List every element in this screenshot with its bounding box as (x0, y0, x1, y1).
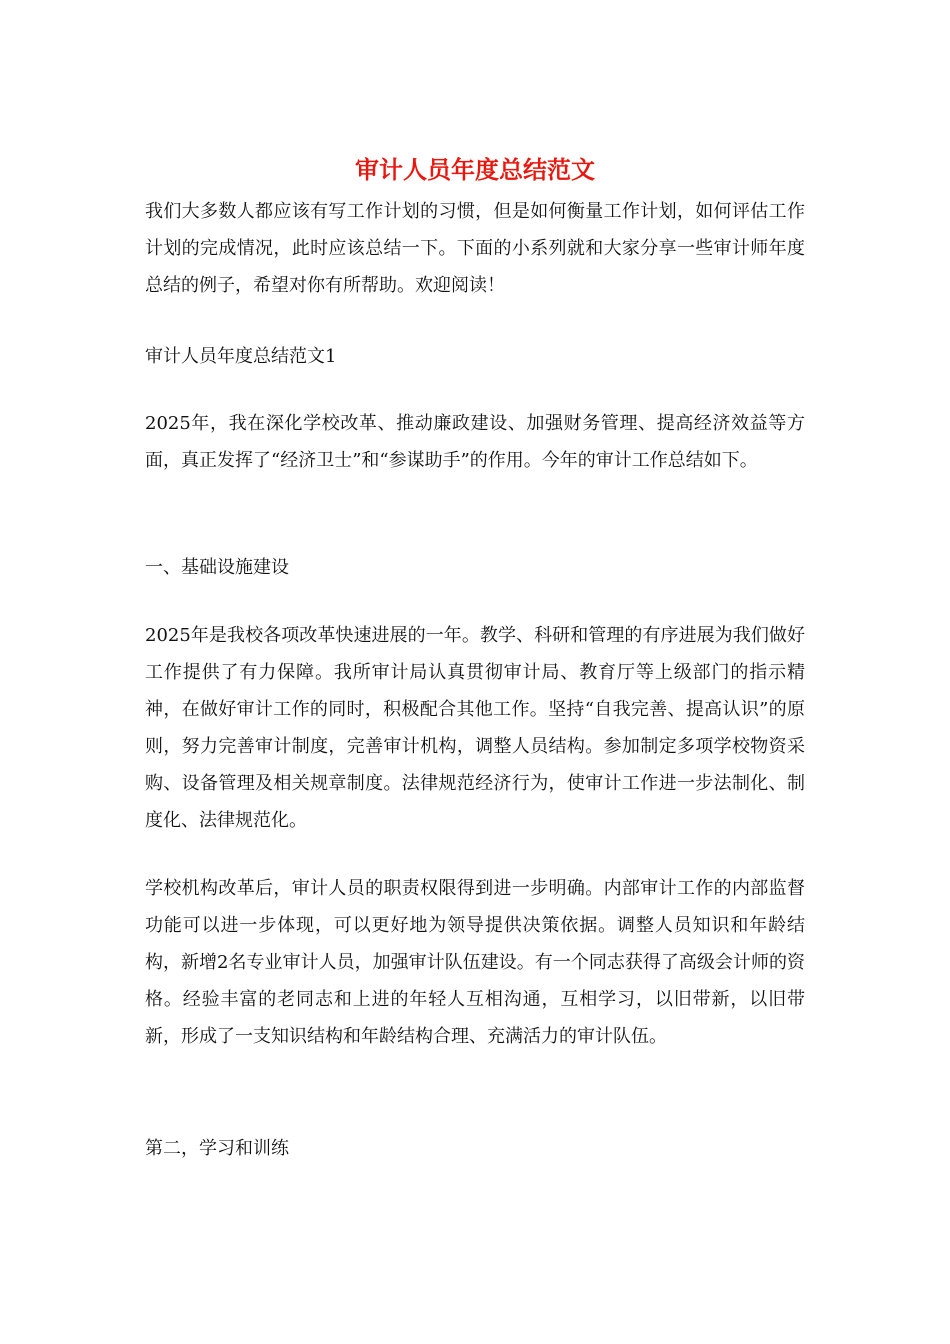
section-heading-sample-1: 审计人员年度总结范文1 (145, 346, 337, 367)
infrastructure-paragraph: 2025年是我校各项改革快速进展的一年。教学、科研和管理的有序进展为我们做好工作提供了有力保障。我所审计局认真贯彻审计局、教育厅等上级部门的指示精神，在做好审计工作的同时，积极配合其他工作。坚持“自我完善、提高认识”的原则，努力完善审计制度，完善审计机构，调整人员结构。参加制定多项学校物资采购、设备管理及相关规章制度。法律规范经济行为，使审计工作进一步法制化、制度化、法律规范化。 (145, 625, 805, 831)
summary-paragraph: 2025年，我在深化学校改革、推动廉政建设、加强财务管理、提高经济效益等方面，真正发挥了“经济卫士”和“参谋助手”的作用。今年的审计工作总结如下。 (145, 413, 805, 471)
intro-paragraph: 我们大多数人都应该有写工作计划的习惯，但是如何衡量工作计划，如何评估工作计划的完成情况，此时应该总结一下。下面的小系列就和大家分享一些审计师年度总结的例子，希望对你有所帮助。欢迎阅读！ (145, 201, 805, 296)
section-heading-study-training: 第二，学习和训练 (145, 1138, 289, 1159)
reform-paragraph: 学校机构改革后，审计人员的职责权限得到进一步明确。内部审计工作的内部监督功能可以进一步体现，可以更好地为领导提供决策依据。调整人员知识和年龄结构，新增2名专业审计人员，加强审计队伍建设。有一个同志获得了高级会计师的资格。经验丰富的老同志和上进的年轻人互相沟通，互相学习，以旧带新，以旧带新，形成了一支知识结构和年龄结构合理、充满活力的审计队伍。 (145, 878, 805, 1047)
document-title: 审计人员年度总结范文 (355, 155, 595, 184)
section-heading-infrastructure: 一、基础设施建设 (145, 557, 289, 578)
